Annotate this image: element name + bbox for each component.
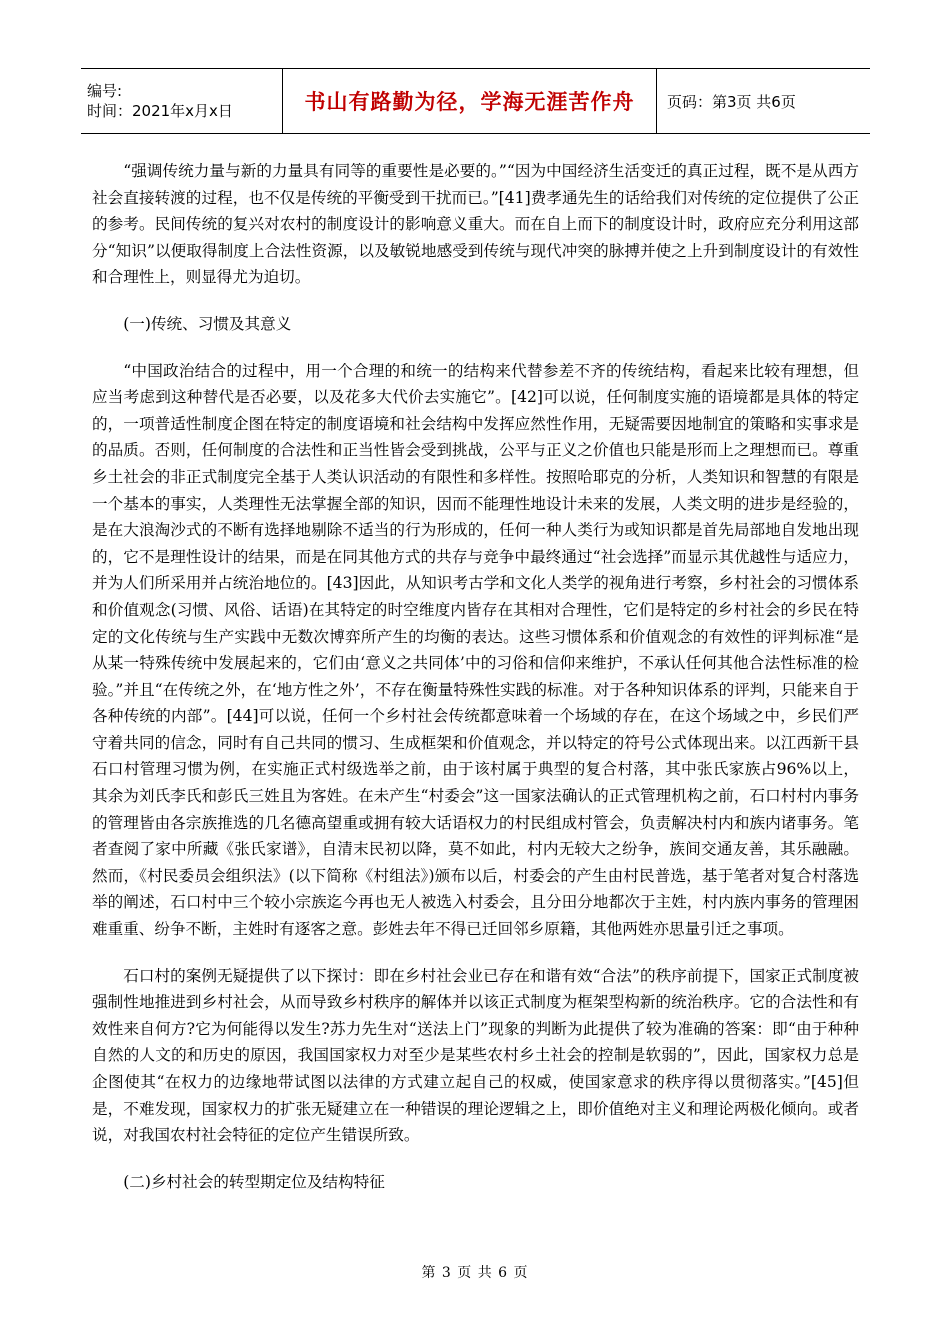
paragraph-1: “强调传统力量与新的力量具有同等的重要性是必要的。”“因为中国经济生活变迁的真正过程，既不是从西方社会直接转渡的过程，也不仅是传统的平衡受到干扰而已。”[41]费孝通先生的话给我们对传统的定位提供了公正的参考。民间传统的复兴对农村的制度设计的影响意义重大。而在自上而下的制度设计时，政府应充分利用这部分“知识”以便取得制度上合法性资源，以及敏锐地感受到传统与现代冲突的脉搏并使之上升到制度设计的有效性和合理性上，则显得尤为迫切。 [92,162,859,287]
header-slogan: 书山有路勤为径，学海无涯苦作舟 [304,90,635,114]
time-label: 时间：2021年x月x日 [87,102,233,120]
paragraph-gap [92,943,859,963]
section-heading-1: (一)传统、习惯及其意义 [123,314,292,333]
header-page-label: 页码：第3页 共6页 [667,92,796,111]
header-meta [81,69,283,133]
header-page-cell [657,69,870,133]
document-header [81,68,870,134]
page-footer: 第 3 页 共 6 页 [421,1265,529,1281]
section-heading-2: (二)乡村社会的转型期定位及结构特征 [123,1172,385,1191]
number-label: 编号: [87,82,123,100]
document-body [92,158,859,1215]
header-slogan-cell [283,69,657,133]
paragraph-3: 石口村的案例无疑提供了以下探讨：即在乡村社会业已存在和谐有效“合法”的秩序前提下，国家正式制度被强制性地推进到乡村社会，从而导致乡村秩序的解体并以该正式制度为框架型构新的统治秩序。它的合法性和有效性来自何方?它为何能得以发生?苏力先生对“送法上门”现象的判断为此提供了较为准确的答案：即“由于种种自然的人文的和历史的原因，我国国家权力对至少是某些农村乡土社会的控制是软弱的”，因此，国家权力总是企图使其“在权力的边缘地带试图以法律的方式建立起自己的权威，使国家意求的秩序得以贯彻落实。”[45]但是，不难发现，国家权力的扩张无疑建立在一种错误的理论逻辑之上，即价值绝对主义和理论两极化倾向。或者说，对我国农村社会特征的定位产生错误所致。 [92,966,859,1145]
paragraph-2: “中国政治结合的过程中，用一个合理的和统一的结构来代替参差不齐的传统结构，看起来比较有理想，但应当考虑到这种替代是否必要，以及花多大代价去实施它”。[42]可以说，任何制度实施的语境都是具体的特定的，一项普适性制度企图在特定的制度语境和社会结构中发挥应然性作用，无疑需要因地制宜的策略和实事求是的品质。否则，任何制度的合法性和正当性皆会受到挑战，公平与正义之价值也只能是形而上之理想而已。尊重乡土社会的非正式制度完全基于人类认识活动的有限性和多样性。按照哈耶克的分析，人类知识和智慧的有限是一个基本的事实，人类理性无法掌握全部的知识，因而不能理性地设计未来的发展，人类文明的进步是经验的，是在大浪淘沙式的不断有选择地剔除不适当的行为形成的，任何一种人类行为或知识都是首先局部地自发地出现的，它不是理性设计的结果，而是在同其他方式的共存与竞争中最终通过“社会选择”而显示其优越性与适应力，并为人们所采用并占统治地位的。[43]因此，从知识考古学和文化人类学的视角进行考察，乡村社会的习惯体系和价值观念(习惯、风俗、话语)在其特定的时空维度内皆存在其相对合理性，它们是特定的乡村社会的乡民在特定的文化传统与生产实践中无数次博弈所产生的均衡的表达。这些习惯体系和价值观念的有效性的评判标准“是从某一特殊传统中发展起来的，它们由‘意义之共同体’中的习俗和信仰来维护，不承认任何其他合法性标准的检验。”并且“在传统之外，在‘地方性之外’，不存在衡量特殊性实践的标准。对于各种知识体系的评判，只能来自于各种传统的内部”。[44]可以说，任何一个乡村社会传统都意味着一个场域的存在，在这个场域之中，乡民们严守着共同的信念，同时有自己共同的惯习、生成框架和价值观念，并以特定的符号公式体现出来。以江西新干县石口村管理习惯为例，在实施正式村级选举之前，由于该村属于典型的复合村落，其中张氏家族占96%以上，其余为刘氏李氏和彭氏三姓且为客姓。在未产生“村委会”这一国家法确认的正式管理机构之前，石口村村内事务的管理皆由各宗族推选的几名德高望重或拥有较大话语权力的村民组成村管会，负责解决村内和族内诸事务。笔者查阅了家中所藏《张氏家谱》，自清末民初以降，莫不如此，村内无较大之纷争，族间交通友善，其乐融融。然而，《村民委员会组织法》(以下简称《村组法》)颁布以后，村委会的产生由村民普选，基于笔者对复合村落选举的阐述，石口村中三个较小宗族迄今再也无人被选入村委会，且分田分地都次于主姓，村内族内事务的管理困难重重、纷争不断，主姓时有逐客之意。彭姓去年不得已迁回邻乡原籍，其他两姓亦思量引迁之事项。 [92,361,859,939]
